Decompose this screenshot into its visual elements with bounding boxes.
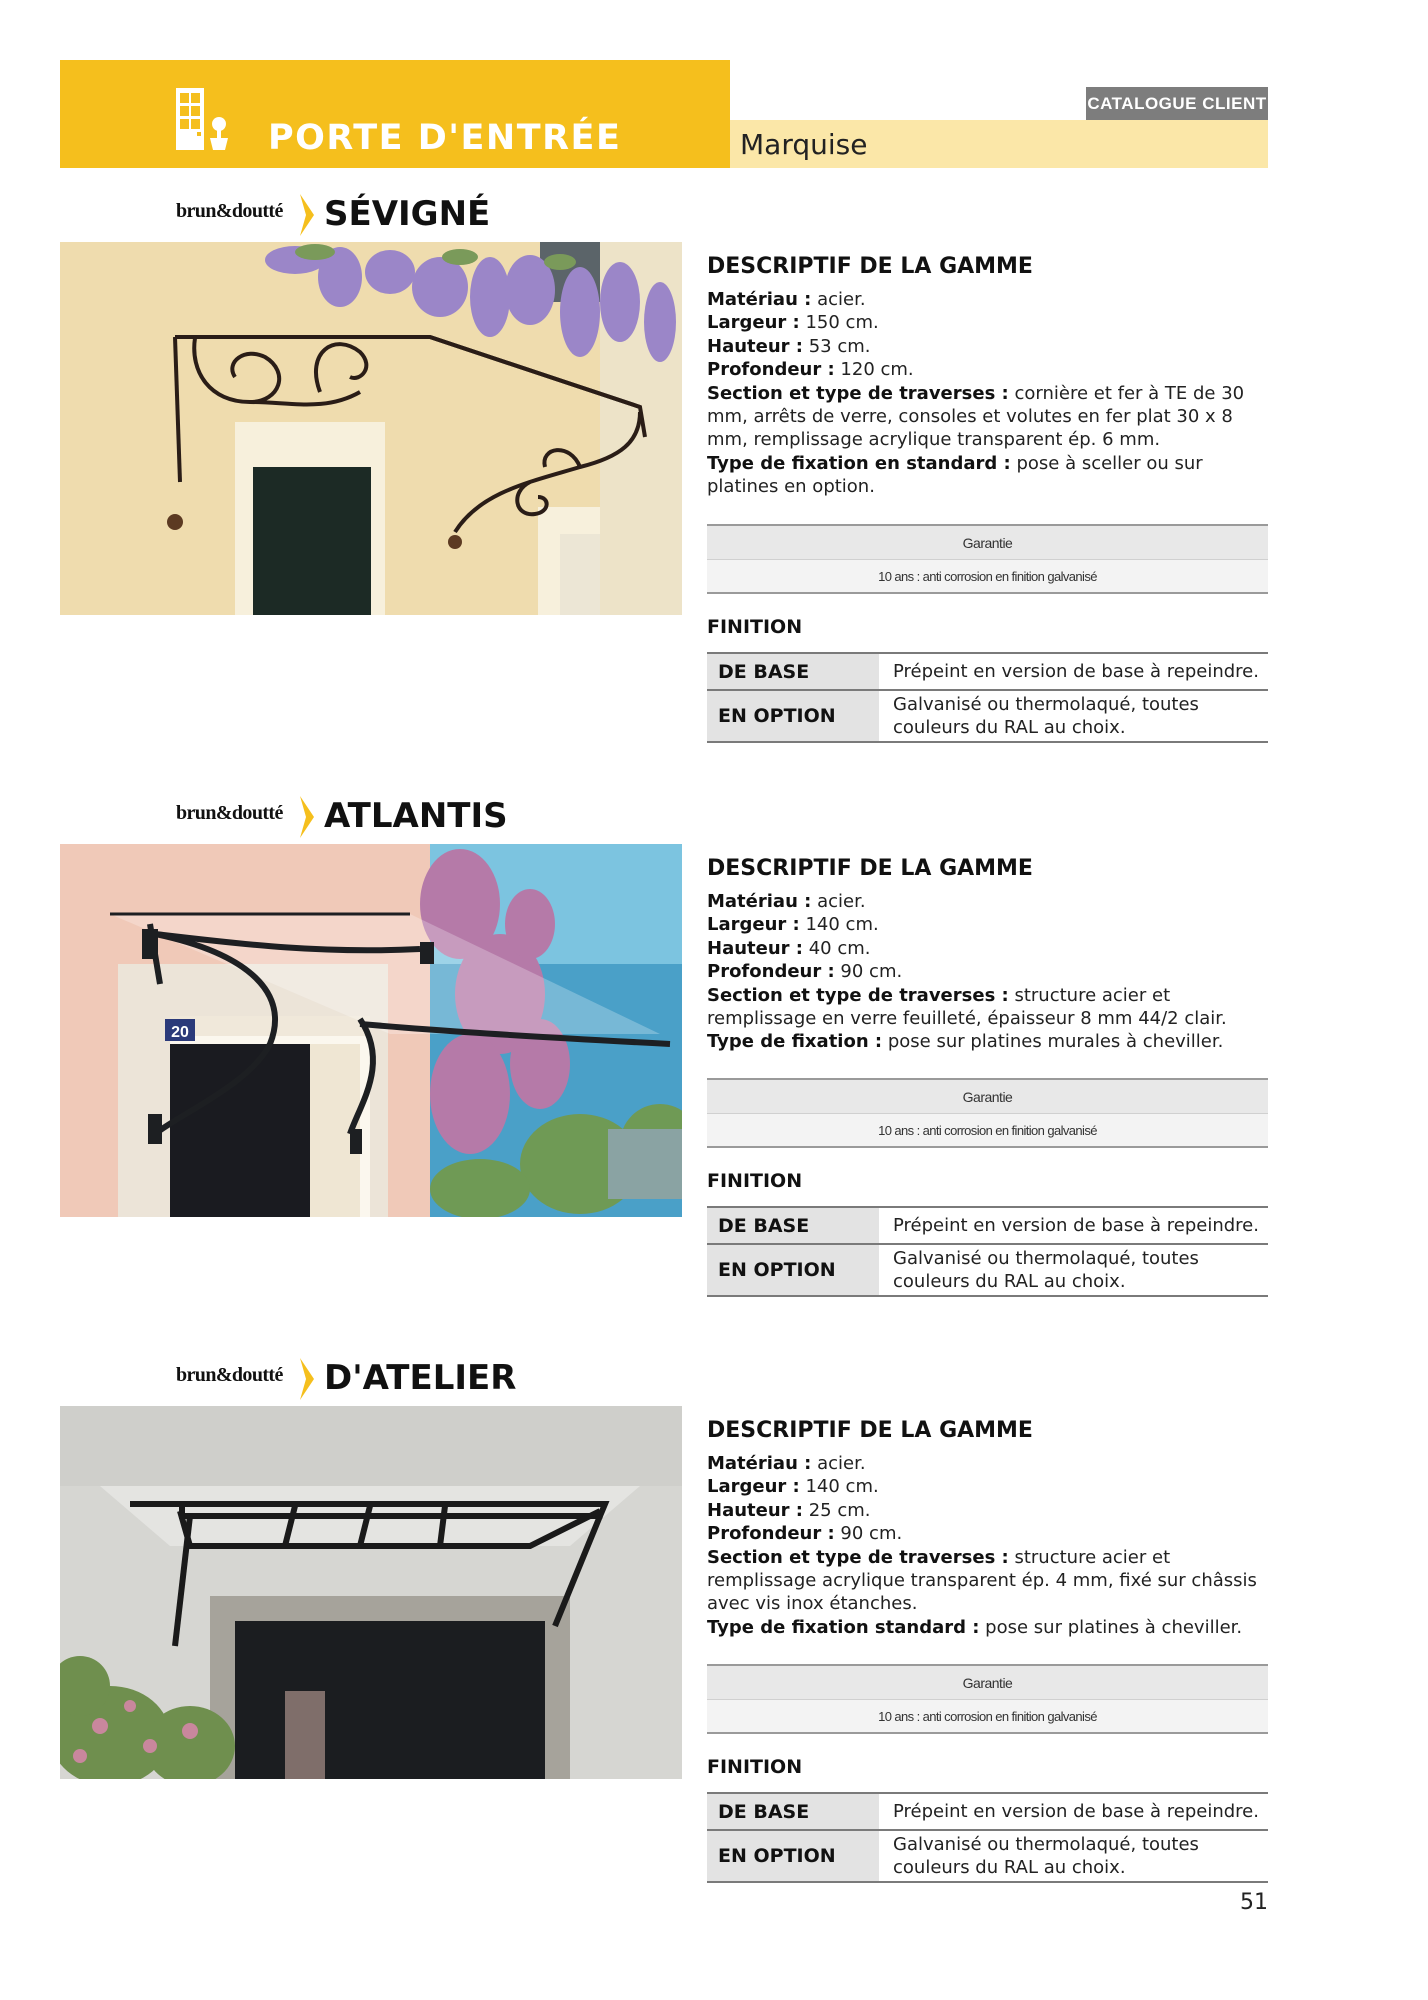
spec-label: Largeur : [707, 914, 800, 936]
catalogue-badge: CATALOGUE CLIENT [1086, 87, 1268, 120]
spec-value: 150 cm. [799, 312, 879, 334]
spec-list [707, 890, 1267, 1054]
spec-item [707, 1616, 1267, 1639]
spec-list [707, 288, 1267, 499]
spec-value: acier. [811, 1453, 866, 1474]
finish-value: Galvanisé ou thermolaqué, toutes couleurs du RAL au choix. [893, 1248, 1199, 1292]
spec-item [707, 1522, 1267, 1545]
guarantee-label: Garantie [707, 526, 1268, 559]
spec-label: Section et type de traverses : [707, 984, 1009, 1006]
guarantee-label: Garantie [707, 1666, 1268, 1699]
finish-row [707, 654, 1268, 691]
spec-value: structure acier et remplissage acrylique transparent ép. 4 mm, fixé sur châssis avec vis inox étanches. [707, 1546, 1257, 1615]
category-title: PORTE D'ENTRÉE [268, 118, 622, 158]
spec-label: Profondeur : [707, 961, 835, 983]
spec-item [707, 937, 1267, 960]
spec-label: Largeur : [707, 312, 800, 334]
finish-table [707, 1792, 1268, 1883]
product-section-sevigne [0, 194, 1428, 754]
spec-item [707, 452, 1267, 499]
chevron-right-icon [298, 194, 314, 236]
finish-key: EN OPTION [707, 1245, 879, 1295]
guarantee-value: 10 ans : anti corrosion en finition galvanisé [707, 559, 1268, 592]
spec-label: Hauteur : [707, 335, 803, 357]
product-name: D'ATELIER [324, 1358, 517, 1398]
spec-item [707, 335, 1267, 358]
spec-value: 90 cm. [834, 961, 903, 983]
product-section-datelier [0, 1358, 1428, 1918]
spec-label: Hauteur : [707, 1499, 803, 1521]
finish-row [707, 691, 1268, 743]
spec-item [707, 1452, 1267, 1475]
guarantee-box [707, 524, 1268, 594]
spec-item [707, 1499, 1267, 1522]
spec-label: Section et type de traverses : [707, 382, 1009, 404]
finish-key: EN OPTION [707, 1831, 879, 1881]
finish-table [707, 652, 1268, 743]
spec-value: 90 cm. [834, 1523, 903, 1545]
finish-row [707, 1208, 1268, 1245]
finish-title: FINITION [707, 1170, 803, 1192]
spec-value: 140 cm. [799, 1476, 879, 1498]
spec-label: Matériau : [707, 1453, 812, 1474]
guarantee-label: Garantie [707, 1080, 1268, 1113]
spec-value: acier. [811, 289, 866, 310]
finish-key: DE BASE [707, 1208, 879, 1243]
product-name: SÉVIGNÉ [324, 194, 491, 234]
product-section-atlantis [0, 796, 1428, 1356]
spec-label: Matériau : [707, 289, 812, 310]
spec-label: Type de fixation standard : [707, 1616, 980, 1638]
spec-value: cornière et fer à TE de 30 mm, arrêts de verre, consoles et volutes en fer plat 30 x 8 mm, remplissage acrylique transparent ép. 6 mm. [707, 382, 1245, 451]
spec-item [707, 984, 1267, 1031]
guarantee-box [707, 1664, 1268, 1734]
spec-label: Hauteur : [707, 937, 803, 959]
chevron-right-icon [298, 796, 314, 838]
guarantee-box [707, 1078, 1268, 1148]
spec-label: Matériau : [707, 891, 812, 912]
description-title: DESCRIPTIF DE LA GAMME [707, 254, 1033, 279]
finish-value: Prépeint en version de base à repeindre. [893, 1801, 1259, 1822]
spec-value: 40 cm. [803, 937, 871, 959]
spec-value: pose sur platines à cheviller. [979, 1616, 1243, 1638]
guarantee-value: 10 ans : anti corrosion en finition galvanisé [707, 1699, 1268, 1732]
spec-label: Profondeur : [707, 1523, 835, 1545]
product-photo [60, 1406, 682, 1779]
spec-label: Type de fixation en standard : [707, 452, 1011, 474]
brand-logo: brun&doutté [176, 200, 283, 222]
spec-list [707, 1452, 1267, 1639]
finish-key: DE BASE [707, 654, 879, 689]
spec-item [707, 288, 1267, 311]
spec-label: Profondeur : [707, 359, 835, 381]
finish-value: Galvanisé ou thermolaqué, toutes couleurs du RAL au choix. [893, 1834, 1199, 1878]
product-photo [60, 844, 682, 1217]
finish-value: Galvanisé ou thermolaqué, toutes couleurs du RAL au choix. [893, 694, 1199, 738]
spec-item [707, 913, 1267, 936]
guarantee-value: 10 ans : anti corrosion en finition galvanisé [707, 1113, 1268, 1146]
spec-item [707, 1475, 1267, 1498]
spec-label: Section et type de traverses : [707, 1546, 1009, 1568]
spec-value: pose à sceller ou sur platines en option. [707, 452, 1203, 498]
house-number: 20 [171, 1024, 189, 1041]
spec-item [707, 890, 1267, 913]
subcategory-title: Marquise [740, 128, 868, 161]
finish-row [707, 1794, 1268, 1831]
spec-value: 53 cm. [803, 335, 871, 357]
spec-item [707, 358, 1267, 381]
finish-key: DE BASE [707, 1794, 879, 1829]
spec-item [707, 960, 1267, 983]
brand-logo: brun&doutté [176, 802, 283, 824]
finish-key: EN OPTION [707, 691, 879, 741]
finish-table [707, 1206, 1268, 1297]
spec-label: Type de fixation : [707, 1031, 883, 1053]
finish-value: Prépeint en version de base à repeindre. [893, 1215, 1259, 1236]
spec-value: structure acier et remplissage en verre feuilleté, épaisseur 8 mm 44/2 clair. [707, 984, 1227, 1030]
spec-value: 25 cm. [803, 1499, 871, 1521]
product-name: ATLANTIS [324, 796, 508, 836]
spec-label: Largeur : [707, 1476, 800, 1498]
product-photo [60, 242, 682, 615]
finish-row [707, 1245, 1268, 1297]
finish-title: FINITION [707, 616, 803, 638]
spec-value: pose sur platines murales à cheviller. [882, 1031, 1224, 1053]
description-title: DESCRIPTIF DE LA GAMME [707, 1418, 1033, 1443]
spec-value: 120 cm. [834, 359, 914, 381]
finish-row [707, 1831, 1268, 1883]
spec-value: acier. [811, 891, 866, 912]
spec-item [707, 1546, 1267, 1616]
brand-logo: brun&doutté [176, 1364, 283, 1386]
chevron-right-icon [298, 1358, 314, 1400]
spec-item [707, 382, 1267, 452]
spec-value: 140 cm. [799, 914, 879, 936]
spec-item [707, 311, 1267, 334]
finish-title: FINITION [707, 1756, 803, 1778]
door-icon [112, 84, 236, 156]
description-title: DESCRIPTIF DE LA GAMME [707, 856, 1033, 881]
page-number: 51 [1240, 1890, 1268, 1915]
spec-item [707, 1030, 1267, 1053]
finish-value: Prépeint en version de base à repeindre. [893, 661, 1259, 682]
